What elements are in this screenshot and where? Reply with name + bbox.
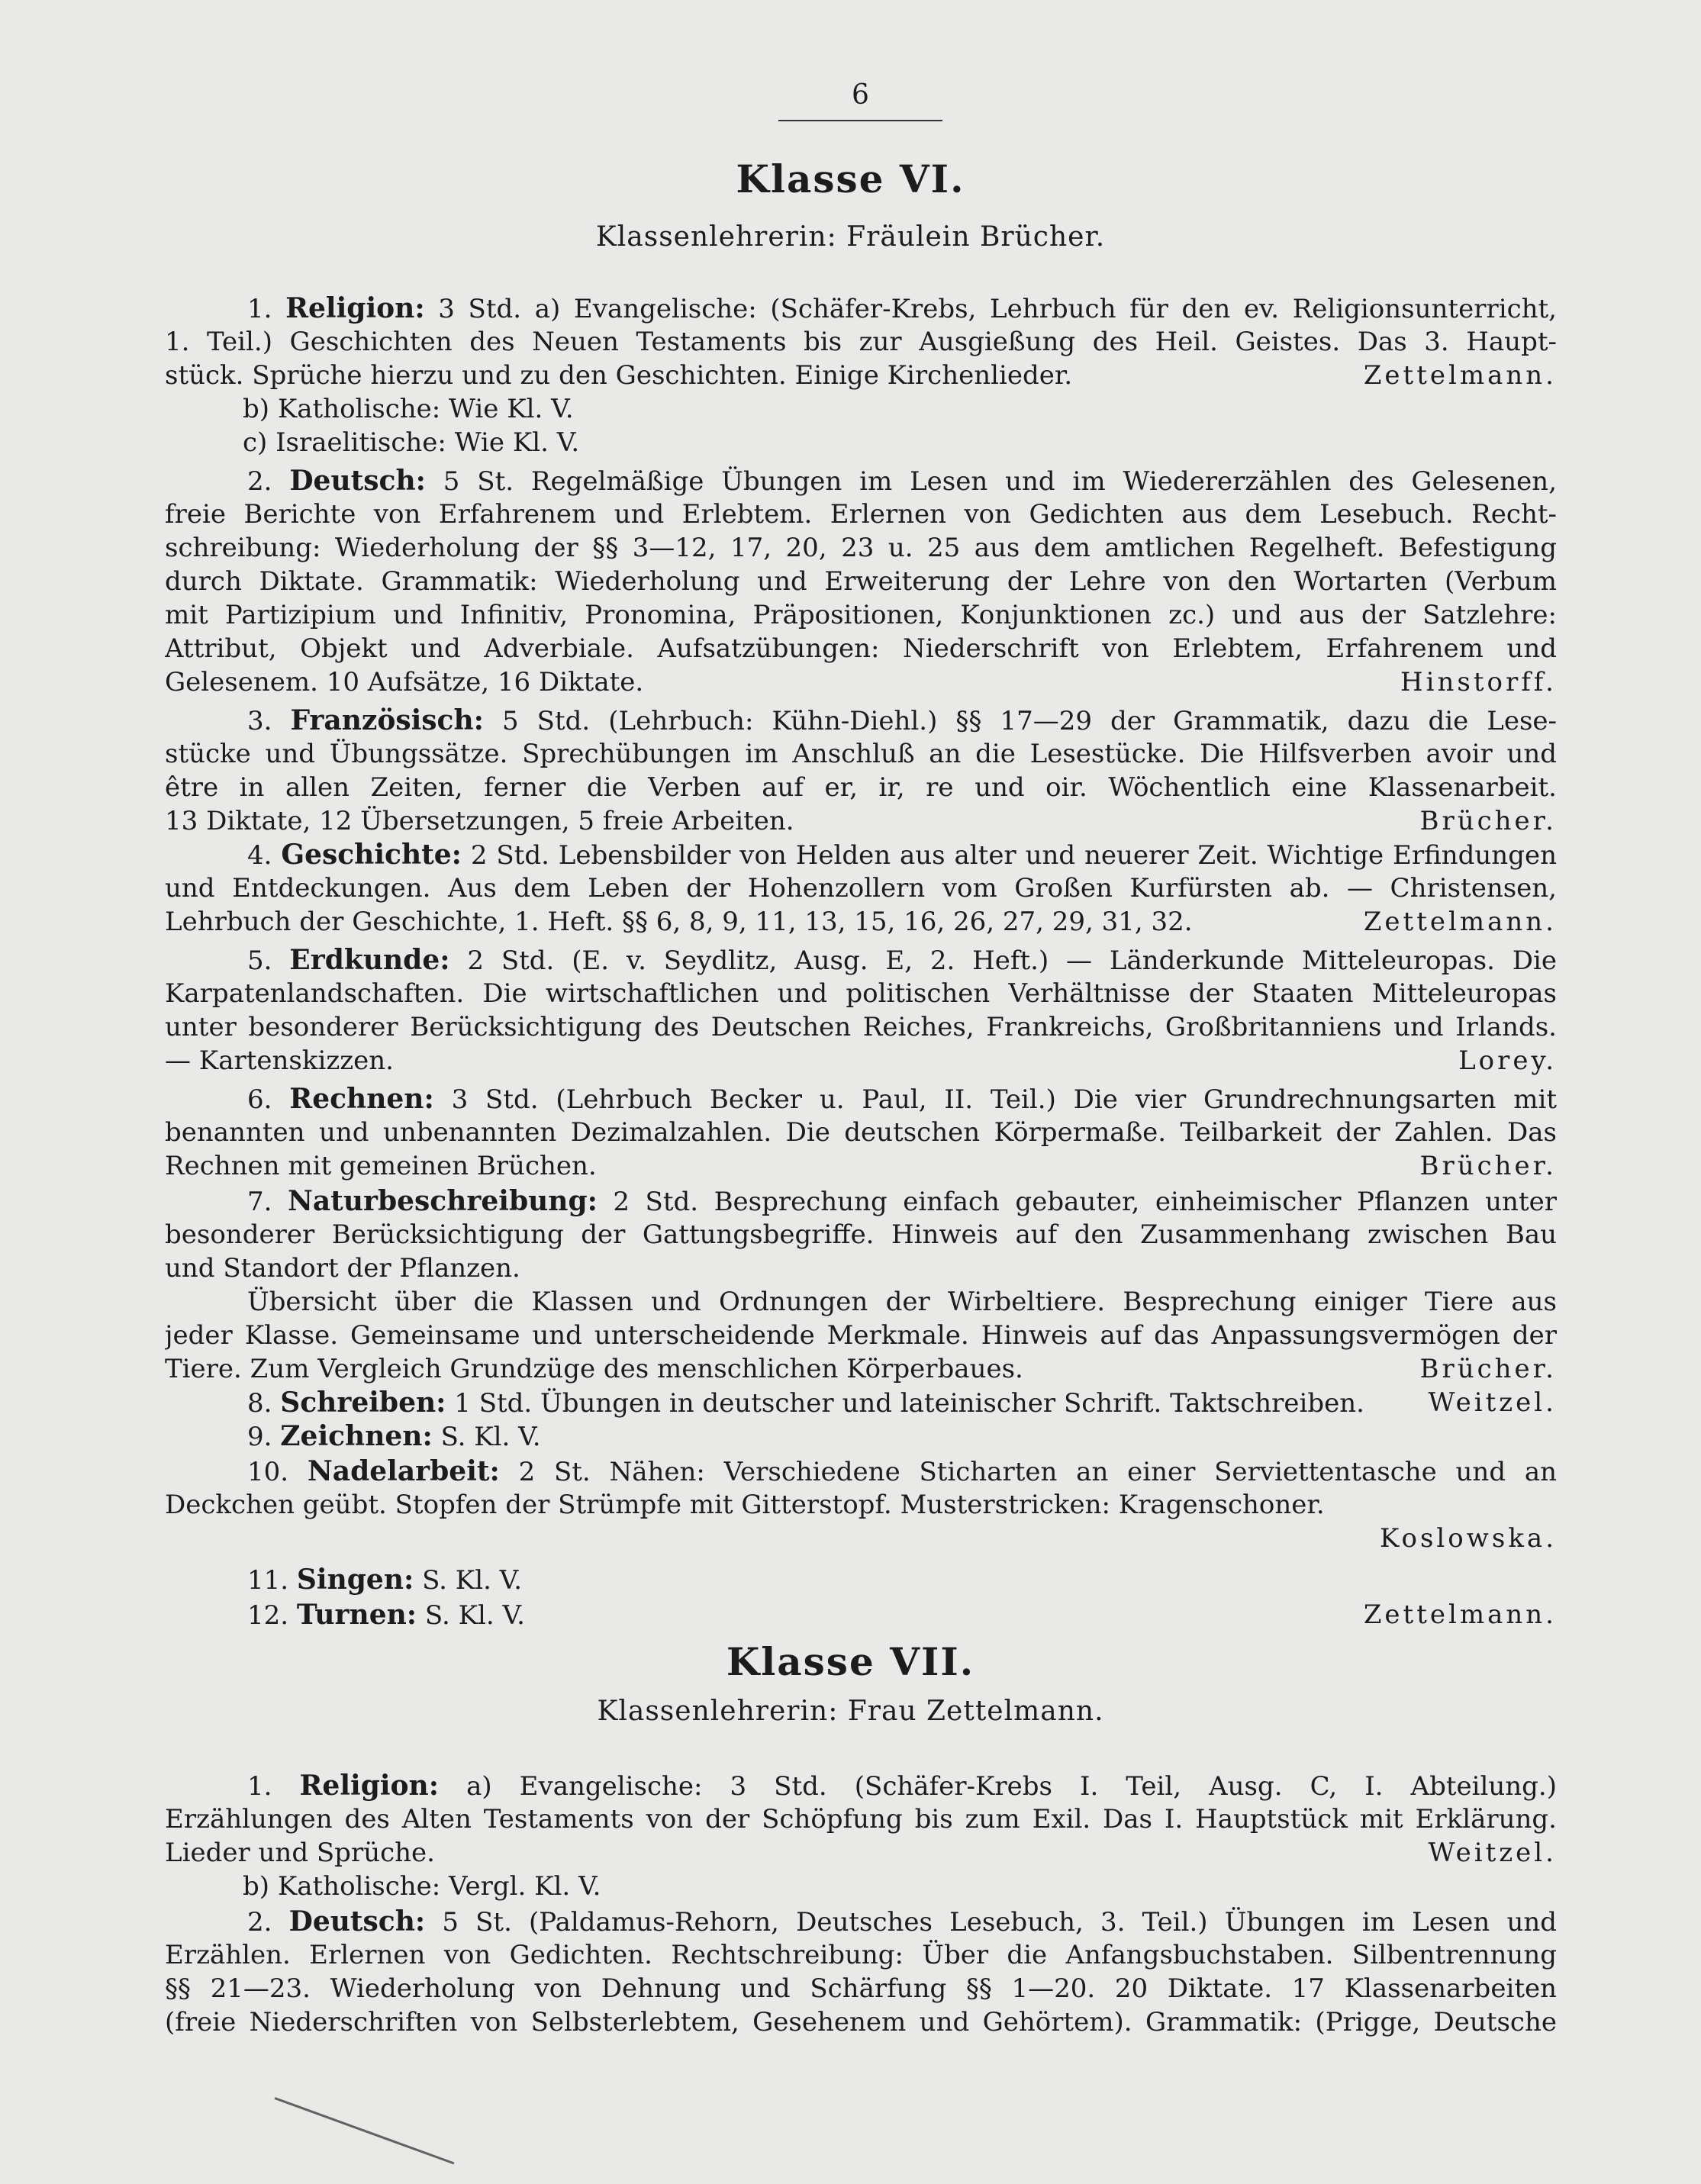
item-turnen: 12. Turnen: S. Kl. V. Zettelmann. xyxy=(247,1599,1557,1631)
signature: Brücher. xyxy=(1412,1149,1557,1183)
text-line: Karpatenlandschaften. Die wirtschaftlichen und politischen Verhältnisse der Staaten Mitteleuropas xyxy=(165,978,1557,1009)
item-rechnen: 6. Rechnen: 3 Std. (Lehrbuch Becker u. Paul, II. Teil.) Die vier Grundrechnungsarten mit xyxy=(247,1083,1557,1115)
text-line: freie Berichte von Erfahrenem und Erlebtem. Erlernen von Gedichten aus dem Lesebuch. Recht- xyxy=(165,499,1557,530)
signature: Weitzel. xyxy=(1420,1836,1557,1870)
item-deutsch: 2. Deutsch: 5 St. Regelmäßige Übungen im Lesen und im Wiedererzählen des Gelesenen, xyxy=(247,465,1557,497)
text-line: jeder Klasse. Gemeinsame und unterscheidende Merkmale. Hinweis auf das Anpassungsvermögen der xyxy=(165,1320,1557,1351)
text-line: 13 Diktate, 12 Übersetzungen, 5 freie Arbeiten. Brücher. xyxy=(165,806,1557,836)
text-line: stück. Sprüche hierzu und zu den Geschichten. Einige Kirchenlieder. Zettelmann. xyxy=(165,360,1557,391)
text-line: besonderer Berücksichtigung der Gattungsbegriffe. Hinweis auf den Zusammenhang zwischen Bau xyxy=(165,1219,1557,1250)
text-line: (freie Niederschriften von Selbsterlebtem, Gesehenem und Gehörtem). Grammatik: (Prigge, Deutsche xyxy=(165,2007,1557,2037)
signature: Brücher. xyxy=(1412,1352,1557,1386)
page-number: 6 xyxy=(852,79,869,111)
text-line: Gelesenem. 10 Aufsätze, 16 Diktate. Hinstorff. xyxy=(165,667,1557,697)
text-line: Übersicht über die Klassen und Ordnungen der Wirbeltiere. Besprechung einiger Tiere aus xyxy=(247,1287,1557,1317)
text-line: Erzählungen des Alten Testaments von der Schöpfung bis zum Exil. Das I. Hauptstück mit Erklärung. xyxy=(165,1804,1557,1834)
signature: Brücher. xyxy=(1412,804,1557,838)
signature: Koslowska. xyxy=(1380,1523,1557,1554)
text-line: Lieder und Sprüche. Weitzel. xyxy=(165,1838,1557,1868)
item-schreiben: 8. Schreiben: 1 Std. Übungen in deutscher und lateinischer Schrift. Taktschreiben. Weitzel. xyxy=(247,1387,1557,1419)
signature: Zettelmann. xyxy=(1356,905,1557,939)
text-line: 1. Teil.) Geschichten des Neuen Testaments bis zur Ausgießung des Heil. Geistes. Das 3. Haupt- xyxy=(165,327,1557,357)
text-line: und Standort der Pflanzen. xyxy=(165,1253,520,1284)
text-line: unter besonderer Berücksichtigung des Deutschen Reiches, Frankreichs, Großbritanniens und Irlands. xyxy=(165,1012,1557,1042)
text-line: Rechnen mit gemeinen Brüchen. Brücher. xyxy=(165,1151,1557,1181)
item-erdkunde: 5. Erdkunde: 2 Std. (E. v. Seydlitz, Ausg. E, 2. Heft.) — Länderkunde Mitteleuropas. Die xyxy=(247,944,1557,976)
text-line: b) Katholische: Vergl. Kl. V. xyxy=(243,1871,601,1902)
text-line: stücke und Übungssätze. Sprechübungen im Anschluß an die Lesestücke. Die Hilfsverben avoir und xyxy=(165,739,1557,769)
item-deutsch: 2. Deutsch: 5 St. (Paldamus-Rehorn, Deutsches Lesebuch, 3. Teil.) Übungen im Lesen und xyxy=(247,1905,1557,1938)
section-title: Klasse VII. xyxy=(726,1639,975,1684)
signature: Hinstorff. xyxy=(1393,665,1557,699)
signature: Weitzel. xyxy=(1420,1386,1557,1419)
text-line: durch Diktate. Grammatik: Wiederholung und Erweiterung der Lehre von den Wortarten (Verbum xyxy=(165,566,1557,597)
item-geschichte: 4. Geschichte: 2 Std. Lebensbilder von Helden aus alter und neuerer Zeit. Wichtige Erfindungen xyxy=(247,839,1557,871)
text-line: c) Israelitische: Wie Kl. V. xyxy=(243,427,580,458)
text-line: b) Katholische: Wie Kl. V. xyxy=(243,394,574,424)
item-religion: 1. Religion: a) Evangelische: 3 Std. (Schäfer-Krebs I. Teil, Ausg. C, I. Abteilung.) xyxy=(247,1770,1557,1802)
text-line: §§ 21—23. Wiederholung von Dehnung und Schärfung §§ 1—20. 20 Diktate. 17 Klassenarbeiten xyxy=(165,1973,1557,2004)
signature: Zettelmann. xyxy=(1356,1598,1557,1632)
text-line: — Kartenskizzen. Lorey. xyxy=(165,1045,1557,1076)
section-teacher: Klassenlehrerin: Fräulein Brücher. xyxy=(595,221,1106,253)
text-line: Lehrbuch der Geschichte, 1. Heft. §§ 6, 8, 9, 11, 13, 15, 16, 26, 27, 29, 31, 32. Zettelmann. xyxy=(165,907,1557,937)
section-title: Klasse VI. xyxy=(736,156,965,201)
scan-scratch-mark xyxy=(274,2097,454,2164)
text-line: Tiere. Zum Vergleich Grundzüge des menschlichen Körperbaues. Brücher. xyxy=(165,1354,1557,1384)
item-zeichnen: 9. Zeichnen: S. Kl. V. xyxy=(247,1420,541,1452)
page-number-rule xyxy=(778,120,942,121)
item-naturbeschreibung: 7. Naturbeschreibung: 2 Std. Besprechung einfach gebauter, einheimischer Pflanzen unter xyxy=(247,1185,1557,1217)
item-religion: 1. Religion: 3 Std. a) Evangelische: (Schäfer-Krebs, Lehrbuch für den ev. Religionsunterricht, xyxy=(247,292,1557,324)
signature: Lorey. xyxy=(1451,1044,1557,1078)
item-singen: 11. Singen: S. Kl. V. xyxy=(247,1564,523,1596)
item-franzoesisch: 3. Französisch: 5 Std. (Lehrbuch: Kühn-Diehl.) §§ 17—29 der Grammatik, dazu die Lese- xyxy=(247,704,1557,736)
signature: Zettelmann. xyxy=(1356,359,1557,392)
text-line: Deckchen geübt. Stopfen der Strümpfe mit Gitterstopf. Musterstricken: Kragenschoner. xyxy=(165,1490,1325,1520)
text-line: être in allen Zeiten, ferner die Verben auf er, ir, re und oir. Wöchentlich eine Klassenarbeit. xyxy=(165,772,1557,803)
item-nadelarbeit: 10. Nadelarbeit: 2 St. Nähen: Verschiedene Sticharten an einer Serviettentasche und an xyxy=(247,1455,1557,1487)
text-line: und Entdeckungen. Aus dem Leben der Hohenzollern vom Großen Kurfürsten ab. — Christensen, xyxy=(165,873,1557,904)
text-line: Erzählen. Erlernen von Gedichten. Rechtschreibung: Über die Anfangsbuchstaben. Silbentrennung xyxy=(165,1940,1557,1970)
text-line: benannten und unbenannten Dezimalzahlen. Die deutschen Körpermaße. Teilbarkeit der Zahlen. Das xyxy=(165,1117,1557,1148)
text-line: mit Partizipium und Infinitiv, Pronomina, Präpositionen, Konjunktionen zc.) und aus der Satzlehre: xyxy=(165,600,1557,630)
text-line: schreibung: Wiederholung der §§ 3—12, 17, 20, 23 u. 25 aus dem amtlichen Regelheft. Befestigung xyxy=(165,533,1557,563)
text-line: Attribut, Objekt und Adverbiale. Aufsatzübungen: Niederschrift von Erlebtem, Erfahrenem und xyxy=(165,633,1557,664)
section-teacher: Klassenlehrerin: Frau Zettelmann. xyxy=(597,1696,1104,1727)
